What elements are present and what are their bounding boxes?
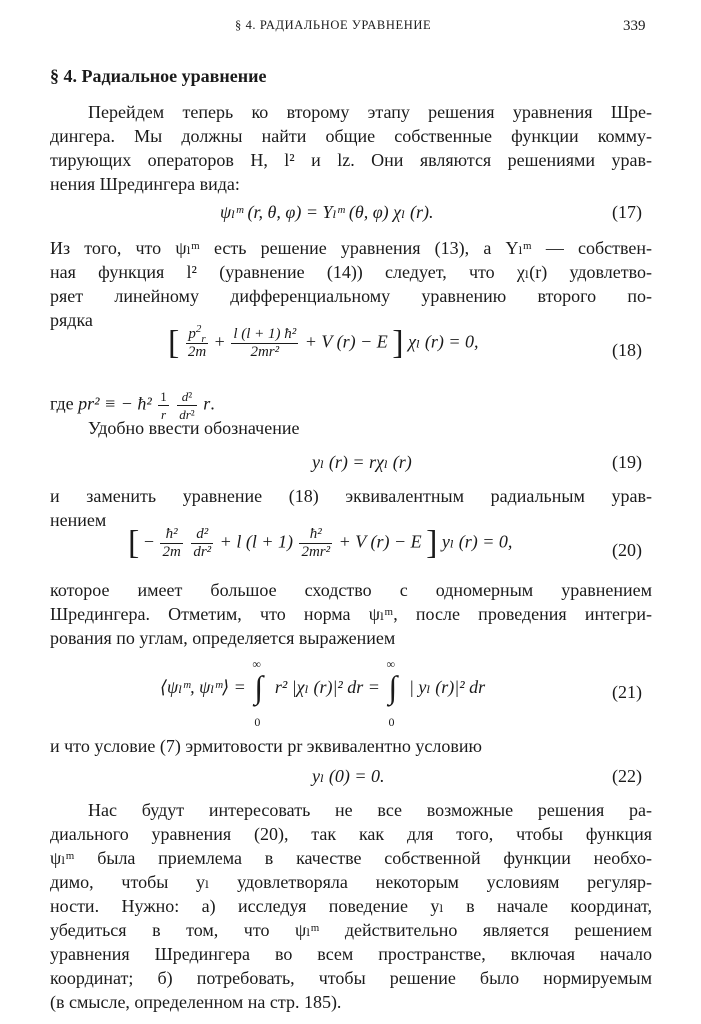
- equation-19: yₗ (r) = rχₗ (r): [312, 452, 412, 472]
- paragraph-line: ряет линейному дифференциальному уравнению второго по-: [50, 286, 652, 306]
- paragraph-line: нения Шредингера вида:: [50, 174, 240, 194]
- radial-function: χₗ (r) = 0,: [408, 331, 479, 352]
- where-word: где: [50, 393, 74, 414]
- equation-22: yₗ (0) = 0.: [312, 766, 385, 786]
- equation-number-22: (22): [612, 766, 642, 786]
- numerator: p: [188, 326, 196, 342]
- equation-number-21: (21): [612, 682, 642, 702]
- paragraph-line: уравнения Шредингера во всем пространстве, включая начало: [50, 944, 652, 964]
- paragraph-line: димо, чтобы yₗ удовлетворяла некоторым условиям регуляр-: [50, 872, 652, 892]
- denominator: 2mr²: [250, 344, 280, 360]
- paragraph-line: (в смысле, определенном на стр. 185).: [50, 992, 342, 1012]
- where-definition: где pr² ≡ − ħ² $\frac{1}{r}$ $\frac{\text{d²}}{\text{dr²}}$ r.: [50, 389, 215, 422]
- equation-20: [128, 526, 512, 561]
- equation-21: [160, 657, 486, 729]
- norm-lhs: ⟨ψₗᵐ, ψₗᵐ⟩ =: [160, 677, 246, 698]
- denominator: 2mr²: [301, 544, 331, 560]
- potential-term: + V (r) − E: [304, 331, 388, 352]
- equation-number-17: (17): [612, 202, 642, 222]
- integrand-chi: r² |χₗ (r)|² dr =: [274, 677, 380, 698]
- equation-17: ψₗᵐ (r, θ, φ) = Yₗᵐ (θ, φ) χₗ (r).: [220, 202, 434, 222]
- numerator: l (l + 1) ħ²: [233, 326, 297, 342]
- integral-sign: ∞ ∫ 0: [252, 666, 268, 712]
- section-title: § 4. Радиальное уравнение: [50, 66, 267, 86]
- denominator: dr²: [193, 544, 212, 560]
- paragraph-line: Шредингера. Отметим, что норма ψₗᵐ, после проведения интегри-: [50, 604, 652, 624]
- paragraph-line: Из того, что ψₗᵐ есть решение уравнения (13), а Yₗᵐ — собствен-: [50, 238, 652, 258]
- equation-number-18: (18): [612, 340, 642, 360]
- paragraph-line: Удобно ввести обозначение: [88, 418, 300, 438]
- paragraph-line: рядка: [50, 310, 93, 330]
- numerator: ħ²: [160, 526, 182, 544]
- paragraph-line: координат; б) потребовать, чтобы решение было нормируемым: [50, 968, 652, 988]
- paragraph-line: диального уравнения (20), так как для того, чтобы функция: [50, 824, 652, 844]
- numerator: d²: [191, 526, 213, 544]
- minus-sign: −: [143, 531, 154, 552]
- pr-squared-definition: pr² ≡ − ħ²: [78, 393, 152, 414]
- paragraph-line: дингера. Мы должны найти общие собственные функции комму-: [50, 126, 652, 146]
- paragraph-line: Перейдем теперь ко второму этапу решения уравнения Шре-: [88, 102, 652, 122]
- left-bracket: [: [168, 324, 180, 362]
- paragraph-line: которое имеет большое сходство с одномерным уравнением: [50, 580, 652, 600]
- left-bracket: [: [128, 524, 140, 562]
- integrand-y: | yₗ (r)|² dr: [408, 677, 486, 698]
- numerator: ħ²: [299, 526, 332, 544]
- angular-term: + l (l + 1): [219, 531, 293, 552]
- running-header: § 4. РАДИАЛЬНОЕ УРАВНЕНИЕ: [235, 18, 432, 32]
- paragraph-line: тирующих операторов H, l² и lz. Они являются решениями урав-: [50, 150, 652, 170]
- upper-limit: ∞: [386, 657, 396, 671]
- equation-number-19: (19): [612, 452, 642, 472]
- denominator: 2m: [162, 544, 181, 560]
- paragraph-line: и заменить уравнение (18) эквивалентным радиальным урав-: [50, 486, 652, 506]
- paragraph-line: Нас будут интересовать не все возможные решения ра-: [88, 800, 652, 820]
- potential-term: + V (r) − E: [338, 531, 422, 552]
- paragraph-line: ности. Нужно: а) исследуя поведение yₗ в начале координат,: [50, 896, 652, 916]
- paragraph-line: ψₗᵐ была приемлема в качестве собственной функции необхо-: [50, 848, 652, 868]
- upper-limit: ∞: [252, 657, 261, 671]
- right-bracket: ]: [426, 524, 438, 562]
- lower-limit: 0: [388, 715, 395, 729]
- equation-18: [ $\frac{p^2_r}{2m}$ + $\frac{\text{l (l + 1) ħ²}}{\text{2mr²}}$ + V (r) − E ] χₗ (r) = 0,: [168, 323, 479, 362]
- paragraph-line: убедиться в том, что ψₗᵐ действительно является решением: [50, 920, 652, 940]
- fraction-centrifugal: [231, 326, 298, 361]
- radial-function: yₗ (r) = 0,: [441, 531, 513, 552]
- right-bracket: ]: [392, 324, 404, 362]
- paragraph-line: и что условие (7) эрмитовости pr эквивалентно условию: [50, 736, 482, 756]
- fraction-pr2-over-2m: $\frac{p^2_r}{2m}$: [187, 323, 207, 360]
- integral-sign: ∞ ∫ 0: [386, 666, 402, 712]
- page-number: 339: [623, 18, 646, 34]
- lower-limit: 0: [254, 715, 261, 729]
- denominator: 2m: [187, 344, 207, 360]
- paragraph-line: нением: [50, 510, 107, 530]
- paragraph-line: ная функция l² (уравнение (14)) следует, что χₗ(r) удовлетво-: [50, 262, 652, 282]
- equation-number-20: (20): [612, 540, 642, 560]
- paragraph-line: рования по углам, определяется выражением: [50, 628, 396, 648]
